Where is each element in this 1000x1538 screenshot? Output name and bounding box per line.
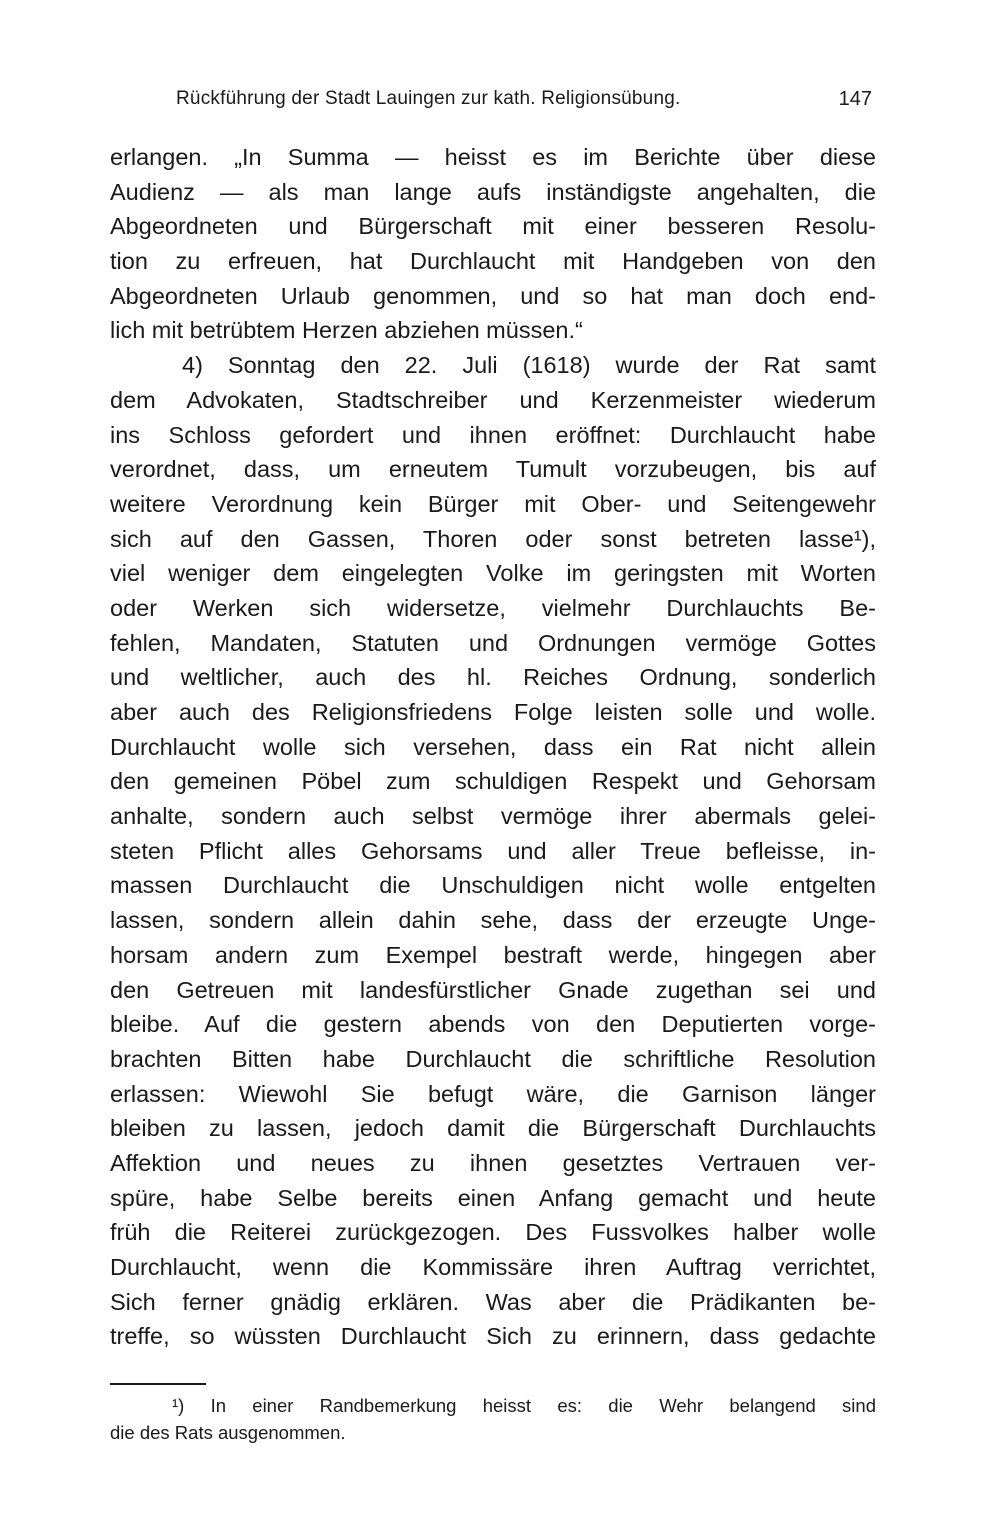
text-line: weitere Verordnung kein Bürger mit Ober- und Seitengewehr [110,490,876,517]
body-text [110,140,876,1354]
text-line: horsam andern zum Exempel bestraft werde, hingegen aber [110,941,876,968]
footnote-line: ¹) In einer Randbemerkung heisst es: die Wehr belangend sind [172,1395,876,1416]
text-line: Abgeordneten Urlaub genommen, und so hat man doch end- [110,282,876,309]
footnote-divider [110,1383,206,1385]
text-line: bleiben zu lassen, jedoch damit die Bürgerschaft Durchlauchts [110,1115,876,1142]
text-line: sich auf den Gassen, Thoren oder sonst betreten lasse¹), [110,525,876,552]
text-line: brachten Bitten habe Durchlaucht die schriftliche Resolution [110,1045,876,1072]
text-line: oder Werken sich widersetze, vielmehr Durchlauchts Be- [110,594,876,621]
text-line: 4) Sonntag den 22. Juli (1618) wurde der Rat samt [182,352,876,379]
text-line: lassen, sondern allein dahin sehe, dass der erzeugte Unge- [110,907,876,934]
text-line: steten Pflicht alles Gehorsams und aller Treue befleisse, in- [110,837,876,864]
text-line: Audienz — als man lange aufs inständigste angehalten, die [110,178,876,205]
text-line: bleibe. Auf die gestern abends von den Deputierten vorge- [110,1011,876,1038]
text-line: Sich ferner gnädig erklären. Was aber die Prädikanten be- [110,1288,876,1315]
text-line: Durchlaucht, wenn die Kommissäre ihren Auftrag verrichtet, [110,1254,876,1280]
text-line: treffe, so wüssten Durchlaucht Sich zu erinnern, dass gedachte [110,1323,876,1350]
text-line: aber auch des Religionsfriedens Folge leisten solle und wolle. [110,699,876,725]
text-line: früh die Reiterei zurückgezogen. Des Fussvolkes halber wolle [110,1219,876,1246]
footnotes [110,1392,876,1446]
text-line: den Getreuen mit landesfürstlicher Gnade zugethan sei und [110,976,876,1003]
text-line: verordnet, dass, um erneutem Tumult vorzubeugen, bis auf [110,456,876,483]
text-line: anhalte, sondern auch selbst vermöge ihrer abermals gelei- [110,803,876,830]
text-line: ins Schloss gefordert und ihnen eröffnet: Durchlaucht habe [110,421,876,448]
text-line: erlassen: Wiewohl Sie befugt wäre, die Garnison länger [110,1080,876,1107]
text-line: und weltlicher, auch des hl. Reiches Ordnung, sonderlich [110,664,876,691]
footnote-line: die des Rats ausgenommen. [110,1422,346,1443]
text-line: massen Durchlaucht die Unschuldigen nicht wolle entgelten [110,872,876,899]
text-line: tion zu erfreuen, hat Durchlaucht mit Handgeben von den [110,248,876,275]
text-line: Abgeordneten und Bürgerschaft mit einer besseren Resolu- [110,213,876,240]
text-line: erlangen. „In Summa — heisst es im Berichte über diese [110,144,876,170]
text-line: lich mit betrübtem Herzen abziehen müssen.“ [110,317,583,344]
text-line: fehlen, Mandaten, Statuten und Ordnungen vermöge Gottes [110,629,876,656]
running-head [110,88,878,118]
text-line: spüre, habe Selbe bereits einen Anfang gemacht und heute [110,1184,876,1211]
text-line: viel weniger dem eingelegten Volke im geringsten mit Worten [110,560,876,587]
page-number: 147 [838,88,872,110]
running-title: Rückführung der Stadt Lauingen zur kath. Religionsübung. [176,88,681,109]
text-line: Affektion und neues zu ihnen gesetztes Vertrauen ver- [110,1149,876,1176]
text-line: Durchlaucht wolle sich versehen, dass ein Rat nicht allein [110,733,876,760]
text-line: den gemeinen Pöbel zum schuldigen Respekt und Gehorsam [110,768,876,795]
text-line: dem Advokaten, Stadtschreiber und Kerzenmeister wiederum [110,386,876,413]
